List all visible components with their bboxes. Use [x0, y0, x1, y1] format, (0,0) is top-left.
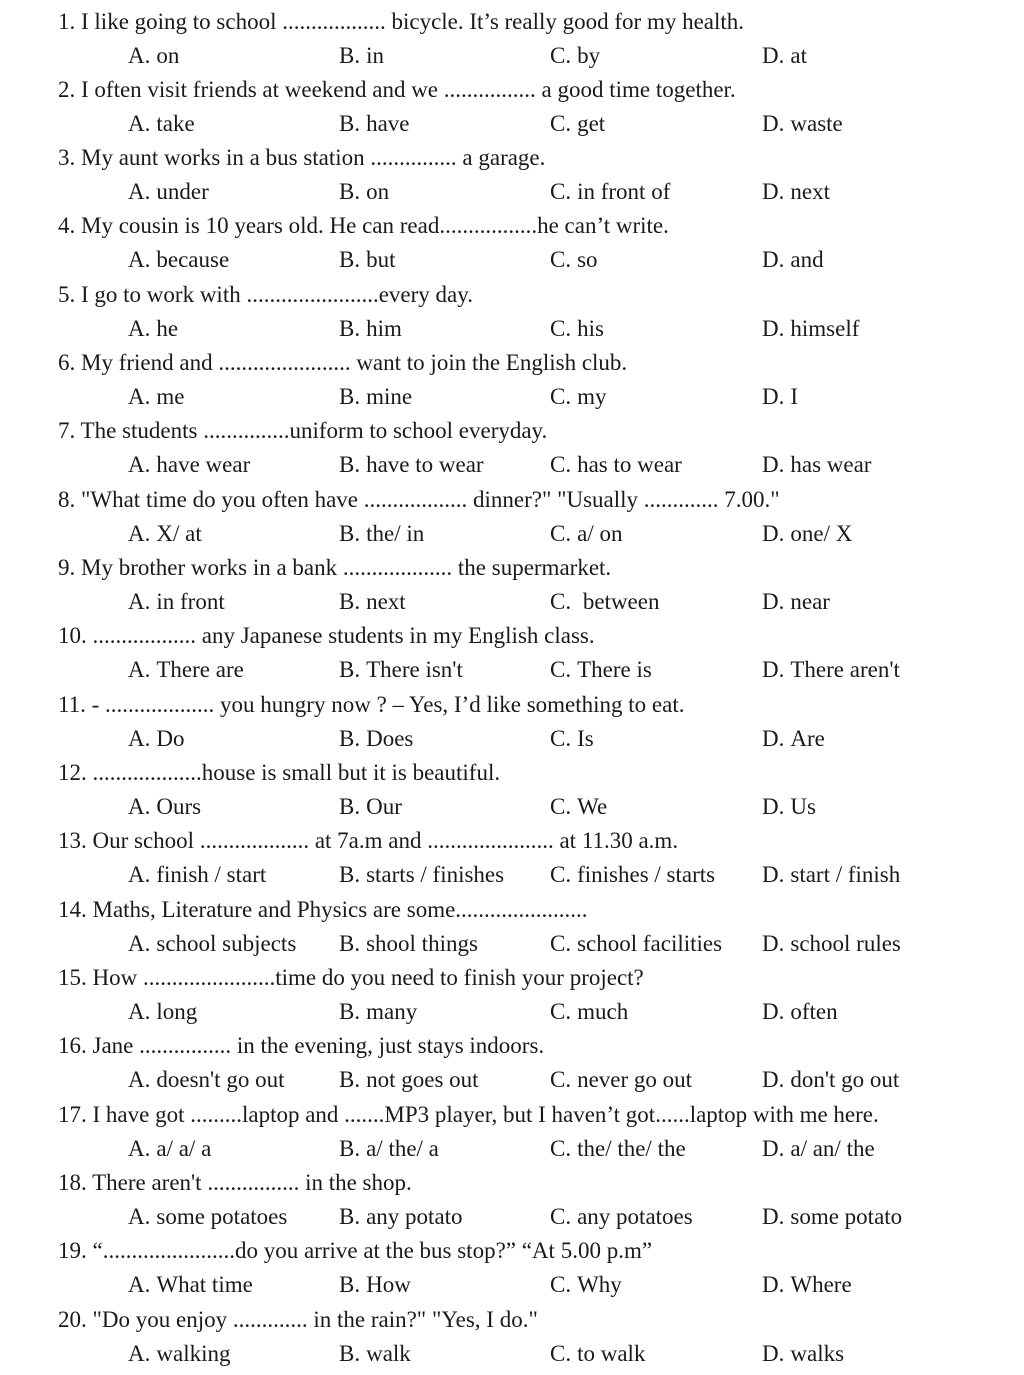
option-text: my	[577, 384, 607, 409]
question-stem: 6. My friend and ....................... want to join the English club.	[58, 350, 628, 375]
option-text: shool things	[366, 931, 478, 956]
option-letter: C.	[550, 452, 572, 477]
answer-option	[762, 1132, 875, 1166]
answer-option	[128, 722, 185, 756]
option-text: the/ the/ the	[577, 1136, 686, 1161]
option-letter: A.	[128, 316, 151, 341]
option-letter: D.	[762, 179, 785, 204]
option-text: him	[366, 316, 402, 341]
answer-option	[550, 175, 670, 209]
option-letter: D.	[762, 521, 785, 546]
question-stem: 7. The students ...............uniform to school everyday.	[58, 418, 548, 443]
option-letter: A.	[128, 794, 151, 819]
answer-option	[339, 517, 424, 551]
option-letter: B.	[339, 43, 361, 68]
option-text: have	[366, 111, 410, 136]
answer-option	[339, 1063, 479, 1097]
question-3	[0, 141, 1024, 209]
option-letter: A.	[128, 1136, 151, 1161]
option-letter: B.	[339, 521, 361, 546]
option-letter: D.	[762, 726, 785, 751]
question-15	[0, 961, 1024, 1029]
option-text: We	[577, 794, 608, 819]
option-text: doesn't go out	[156, 1067, 285, 1092]
question-stem: 20. "Do you enjoy ............. in the rain?" "Yes, I do."	[58, 1307, 538, 1332]
question-7	[0, 414, 1024, 482]
answer-option	[339, 39, 384, 73]
option-letter: A.	[128, 931, 151, 956]
option-letter: C.	[550, 179, 572, 204]
question-16	[0, 1029, 1024, 1097]
option-text: near	[790, 589, 830, 614]
option-text: his	[577, 316, 604, 341]
answer-option	[128, 653, 244, 687]
option-text: school subjects	[156, 931, 297, 956]
option-letter: C.	[550, 1136, 572, 1161]
option-text: How	[366, 1272, 411, 1297]
option-letter: A.	[128, 726, 151, 751]
question-stem: 9. My brother works in a bank ................... the supermarket.	[58, 555, 612, 580]
answer-option	[128, 312, 178, 346]
answer-option	[550, 243, 598, 277]
option-text: long	[156, 999, 198, 1024]
question-18	[0, 1166, 1024, 1234]
option-text: walk	[366, 1341, 411, 1366]
answer-option	[339, 107, 410, 141]
answer-option	[339, 243, 395, 277]
question-13	[0, 824, 1024, 892]
option-letter: D.	[762, 384, 785, 409]
option-letter: B.	[339, 1272, 361, 1297]
answer-option	[762, 1063, 899, 1097]
option-text: Us	[790, 794, 816, 819]
answer-option	[339, 312, 402, 346]
option-letter: C.	[550, 316, 572, 341]
answer-option	[128, 927, 296, 961]
answer-option	[762, 39, 807, 73]
option-text: What time	[156, 1272, 253, 1297]
option-text: next	[366, 589, 406, 614]
option-text: to walk	[577, 1341, 646, 1366]
answer-option	[762, 517, 852, 551]
question-17	[0, 1098, 1024, 1166]
answer-option	[762, 585, 830, 619]
option-text: much	[577, 999, 629, 1024]
option-letter: A.	[128, 862, 151, 887]
option-letter: C.	[550, 999, 572, 1024]
option-letter: C.	[550, 726, 572, 751]
question-stem: 10. .................. any Japanese students in my English class.	[58, 623, 595, 648]
option-letter: C.	[550, 43, 572, 68]
answer-option	[339, 722, 413, 756]
question-4	[0, 209, 1024, 277]
option-text: any potato	[366, 1204, 463, 1229]
question-stem: 4. My cousin is 10 years old. He can read.................he can’t write.	[58, 213, 669, 238]
option-letter: B.	[339, 862, 361, 887]
answer-option	[762, 243, 824, 277]
question-8	[0, 483, 1024, 551]
question-2	[0, 73, 1024, 141]
option-letter: C.	[550, 111, 572, 136]
option-letter: B.	[339, 1341, 361, 1366]
option-text: in front	[156, 589, 225, 614]
option-letter: A.	[128, 1067, 151, 1092]
option-text: a/ a/ a	[156, 1136, 212, 1161]
option-text: have wear	[156, 452, 251, 477]
answer-option	[339, 175, 389, 209]
answer-option	[762, 448, 871, 482]
answer-option	[762, 858, 900, 892]
answer-option	[339, 927, 478, 961]
option-letter: B.	[339, 931, 361, 956]
answer-option	[762, 653, 900, 687]
answer-option	[550, 1132, 686, 1166]
question-stem: 18. There aren't ................ in the shop.	[58, 1170, 412, 1195]
question-stem: 5. I go to work with .......................every day.	[58, 282, 473, 307]
option-text: but	[366, 247, 396, 272]
option-text: starts / finishes	[366, 862, 505, 887]
option-letter: C.	[550, 1341, 572, 1366]
answer-option	[339, 380, 412, 414]
answer-option	[550, 1268, 622, 1302]
option-letter: B.	[339, 247, 361, 272]
option-letter: B.	[339, 384, 361, 409]
answer-option	[128, 380, 184, 414]
answer-option	[550, 1337, 645, 1371]
option-text: so	[577, 247, 598, 272]
option-letter: A.	[128, 1341, 151, 1366]
option-text: Do	[156, 726, 185, 751]
answer-option	[762, 1200, 902, 1234]
question-stem: 19. “.......................do you arrive at the bus stop?” “At 5.00 p.m”	[58, 1238, 653, 1263]
question-20	[0, 1303, 1024, 1371]
option-letter: A.	[128, 452, 151, 477]
option-text: don't go out	[790, 1067, 900, 1092]
question-11	[0, 688, 1024, 756]
answer-option	[339, 1132, 439, 1166]
option-letter: D.	[762, 452, 785, 477]
option-text: school rules	[790, 931, 901, 956]
option-letter: C.	[550, 862, 572, 887]
option-letter: D.	[762, 1272, 785, 1297]
answer-option	[128, 448, 250, 482]
option-text: There is	[577, 657, 652, 682]
option-letter: B.	[339, 794, 361, 819]
option-letter: C.	[550, 247, 572, 272]
answer-option	[339, 790, 402, 824]
option-letter: D.	[762, 111, 785, 136]
option-text: he	[156, 316, 179, 341]
option-text: school facilities	[577, 931, 723, 956]
question-stem: 8. "What time do you often have .................. dinner?" "Usually ............. 7.00."	[58, 487, 780, 512]
question-stem: 11. - ................... you hungry now ? – Yes, I’d like something to eat.	[58, 692, 685, 717]
option-letter: C.	[550, 1067, 572, 1092]
option-letter: A.	[128, 1204, 151, 1229]
question-stem: 16. Jane ................ in the evening, just stays indoors.	[58, 1033, 545, 1058]
answer-option	[128, 995, 197, 1029]
option-letter: B.	[339, 726, 361, 751]
option-text: often	[790, 999, 838, 1024]
option-letter: D.	[762, 862, 785, 887]
answer-option	[550, 517, 622, 551]
option-letter: D.	[762, 1341, 785, 1366]
option-letter: A.	[128, 179, 151, 204]
answer-option	[762, 1268, 852, 1302]
option-letter: B.	[339, 1204, 361, 1229]
option-letter: B.	[339, 589, 361, 614]
option-letter: C.	[550, 521, 572, 546]
option-text: in front of	[577, 179, 671, 204]
option-letter: A.	[128, 43, 151, 68]
option-letter: C.	[550, 589, 572, 614]
question-19	[0, 1234, 1024, 1302]
question-stem: 14. Maths, Literature and Physics are some.......................	[58, 897, 588, 922]
option-text: on	[156, 43, 180, 68]
answer-option	[128, 1063, 284, 1097]
option-text: Our	[366, 794, 402, 819]
option-letter: C.	[550, 1272, 572, 1297]
option-text: Why	[577, 1272, 622, 1297]
option-letter: D.	[762, 43, 785, 68]
option-letter: D.	[762, 316, 785, 341]
option-text: walking	[156, 1341, 231, 1366]
option-letter: B.	[339, 179, 361, 204]
question-10	[0, 619, 1024, 687]
answer-option	[128, 107, 195, 141]
answer-option	[128, 585, 225, 619]
option-letter: D.	[762, 1204, 785, 1229]
option-letter: D.	[762, 999, 785, 1024]
question-stem: 3. My aunt works in a bus station ............... a garage.	[58, 145, 546, 170]
answer-option	[550, 653, 652, 687]
answer-option	[550, 1063, 692, 1097]
option-text: Ours	[156, 794, 202, 819]
question-12	[0, 756, 1024, 824]
option-letter: D.	[762, 657, 785, 682]
option-text: and	[790, 247, 824, 272]
option-letter: A.	[128, 1272, 151, 1297]
answer-option	[762, 995, 838, 1029]
answer-option	[128, 175, 209, 209]
answer-option	[762, 380, 798, 414]
option-text: one/ X	[790, 521, 853, 546]
answer-option	[339, 653, 463, 687]
question-14	[0, 893, 1024, 961]
option-letter: C.	[550, 657, 572, 682]
question-5	[0, 278, 1024, 346]
answer-option	[550, 380, 606, 414]
option-letter: A.	[128, 247, 151, 272]
answer-option	[128, 1200, 287, 1234]
answer-option	[762, 175, 830, 209]
answer-option	[128, 1268, 253, 1302]
answer-option	[128, 39, 179, 73]
option-text: There are	[156, 657, 244, 682]
answer-option	[550, 722, 594, 756]
option-letter: A.	[128, 657, 151, 682]
option-letter: B.	[339, 452, 361, 477]
answer-option	[762, 312, 859, 346]
option-text: a/ an/ the	[790, 1136, 875, 1161]
option-text: under	[156, 179, 209, 204]
option-text: waste	[790, 111, 843, 136]
answer-option	[550, 927, 722, 961]
option-letter: A.	[128, 589, 151, 614]
answer-option	[762, 927, 901, 961]
answer-option	[762, 722, 825, 756]
answer-option	[762, 790, 816, 824]
option-text: has to wear	[577, 452, 682, 477]
option-text: many	[366, 999, 418, 1024]
question-stem: 13. Our school ................... at 7a.m and ...................... at 11.30 a.m.	[58, 828, 679, 853]
answer-option	[550, 312, 604, 346]
option-letter: C.	[550, 794, 572, 819]
option-letter: D.	[762, 1136, 785, 1161]
option-letter: B.	[339, 1067, 361, 1092]
answer-option	[550, 39, 600, 73]
option-text: me	[156, 384, 185, 409]
option-text: Is	[577, 726, 594, 751]
option-letter: D.	[762, 931, 785, 956]
option-text: by	[577, 43, 601, 68]
answer-option	[550, 107, 605, 141]
option-text: not goes out	[366, 1067, 479, 1092]
answer-option	[339, 858, 504, 892]
answer-option	[550, 858, 715, 892]
option-text: next	[790, 179, 830, 204]
option-letter: B.	[339, 999, 361, 1024]
option-letter: B.	[339, 316, 361, 341]
option-text: in	[366, 43, 384, 68]
answer-option	[550, 585, 659, 619]
option-text: There isn't	[366, 657, 463, 682]
option-text: himself	[790, 316, 860, 341]
option-letter: A.	[128, 111, 151, 136]
option-letter: C.	[550, 931, 572, 956]
option-text: some potatoes	[156, 1204, 288, 1229]
option-text: take	[156, 111, 195, 136]
question-stem: 1. I like going to school .................. bicycle. It’s really good for my health.	[58, 9, 745, 34]
option-text: at	[790, 43, 807, 68]
option-text: get	[577, 111, 606, 136]
option-text: Are	[790, 726, 825, 751]
option-text: There aren't	[790, 657, 900, 682]
answer-option	[550, 448, 682, 482]
option-letter: A.	[128, 999, 151, 1024]
option-text: some potato	[790, 1204, 903, 1229]
answer-option	[339, 1200, 463, 1234]
option-text: has wear	[790, 452, 872, 477]
option-text: any potatoes	[577, 1204, 693, 1229]
option-text: have to wear	[366, 452, 484, 477]
option-text: on	[366, 179, 390, 204]
answer-option	[550, 1200, 693, 1234]
question-6	[0, 346, 1024, 414]
option-text: a/ on	[577, 521, 623, 546]
option-letter: A.	[128, 384, 151, 409]
answer-option	[128, 1337, 230, 1371]
question-stem: 15. How .......................time do you need to finish your project?	[58, 965, 644, 990]
answer-option	[339, 1268, 411, 1302]
answer-option	[339, 1337, 411, 1371]
answer-option	[550, 995, 628, 1029]
option-text: X/ at	[156, 521, 202, 546]
option-text: the/ in	[366, 521, 425, 546]
option-text: Does	[366, 726, 414, 751]
answer-option	[128, 858, 266, 892]
question-stem: 2. I often visit friends at weekend and we ................ a good time together.	[58, 77, 736, 102]
option-text: I	[790, 384, 799, 409]
question-1	[0, 5, 1024, 73]
option-letter: D.	[762, 247, 785, 272]
option-letter: A.	[128, 521, 151, 546]
option-letter: D.	[762, 1067, 785, 1092]
question-stem: 12. ...................house is small but it is beautiful.	[58, 760, 501, 785]
answer-option	[128, 790, 201, 824]
option-text: Where	[790, 1272, 852, 1297]
question-9	[0, 551, 1024, 619]
answer-option	[550, 790, 607, 824]
answer-option	[128, 243, 229, 277]
answer-option	[128, 1132, 211, 1166]
option-letter: C.	[550, 384, 572, 409]
option-text: walks	[790, 1341, 845, 1366]
answer-option	[128, 517, 202, 551]
option-letter: B.	[339, 657, 361, 682]
question-stem: 17. I have got .........laptop and .......MP3 player, but I haven’t got......laptop with me here.	[58, 1102, 879, 1127]
option-text: never go out	[577, 1067, 693, 1092]
answer-option	[762, 1337, 844, 1371]
option-text: start / finish	[790, 862, 901, 887]
option-text: because	[156, 247, 230, 272]
option-letter: C.	[550, 1204, 572, 1229]
option-text: finishes / starts	[577, 862, 716, 887]
option-letter: D.	[762, 794, 785, 819]
option-text: mine	[366, 384, 413, 409]
option-text: finish / start	[156, 862, 267, 887]
option-text: a/ the/ a	[366, 1136, 439, 1161]
answer-option	[339, 995, 417, 1029]
answer-option	[762, 107, 843, 141]
option-text: between	[577, 589, 660, 614]
answer-option	[339, 448, 484, 482]
option-letter: B.	[339, 111, 361, 136]
answer-option	[339, 585, 406, 619]
option-letter: D.	[762, 589, 785, 614]
option-letter: B.	[339, 1136, 361, 1161]
